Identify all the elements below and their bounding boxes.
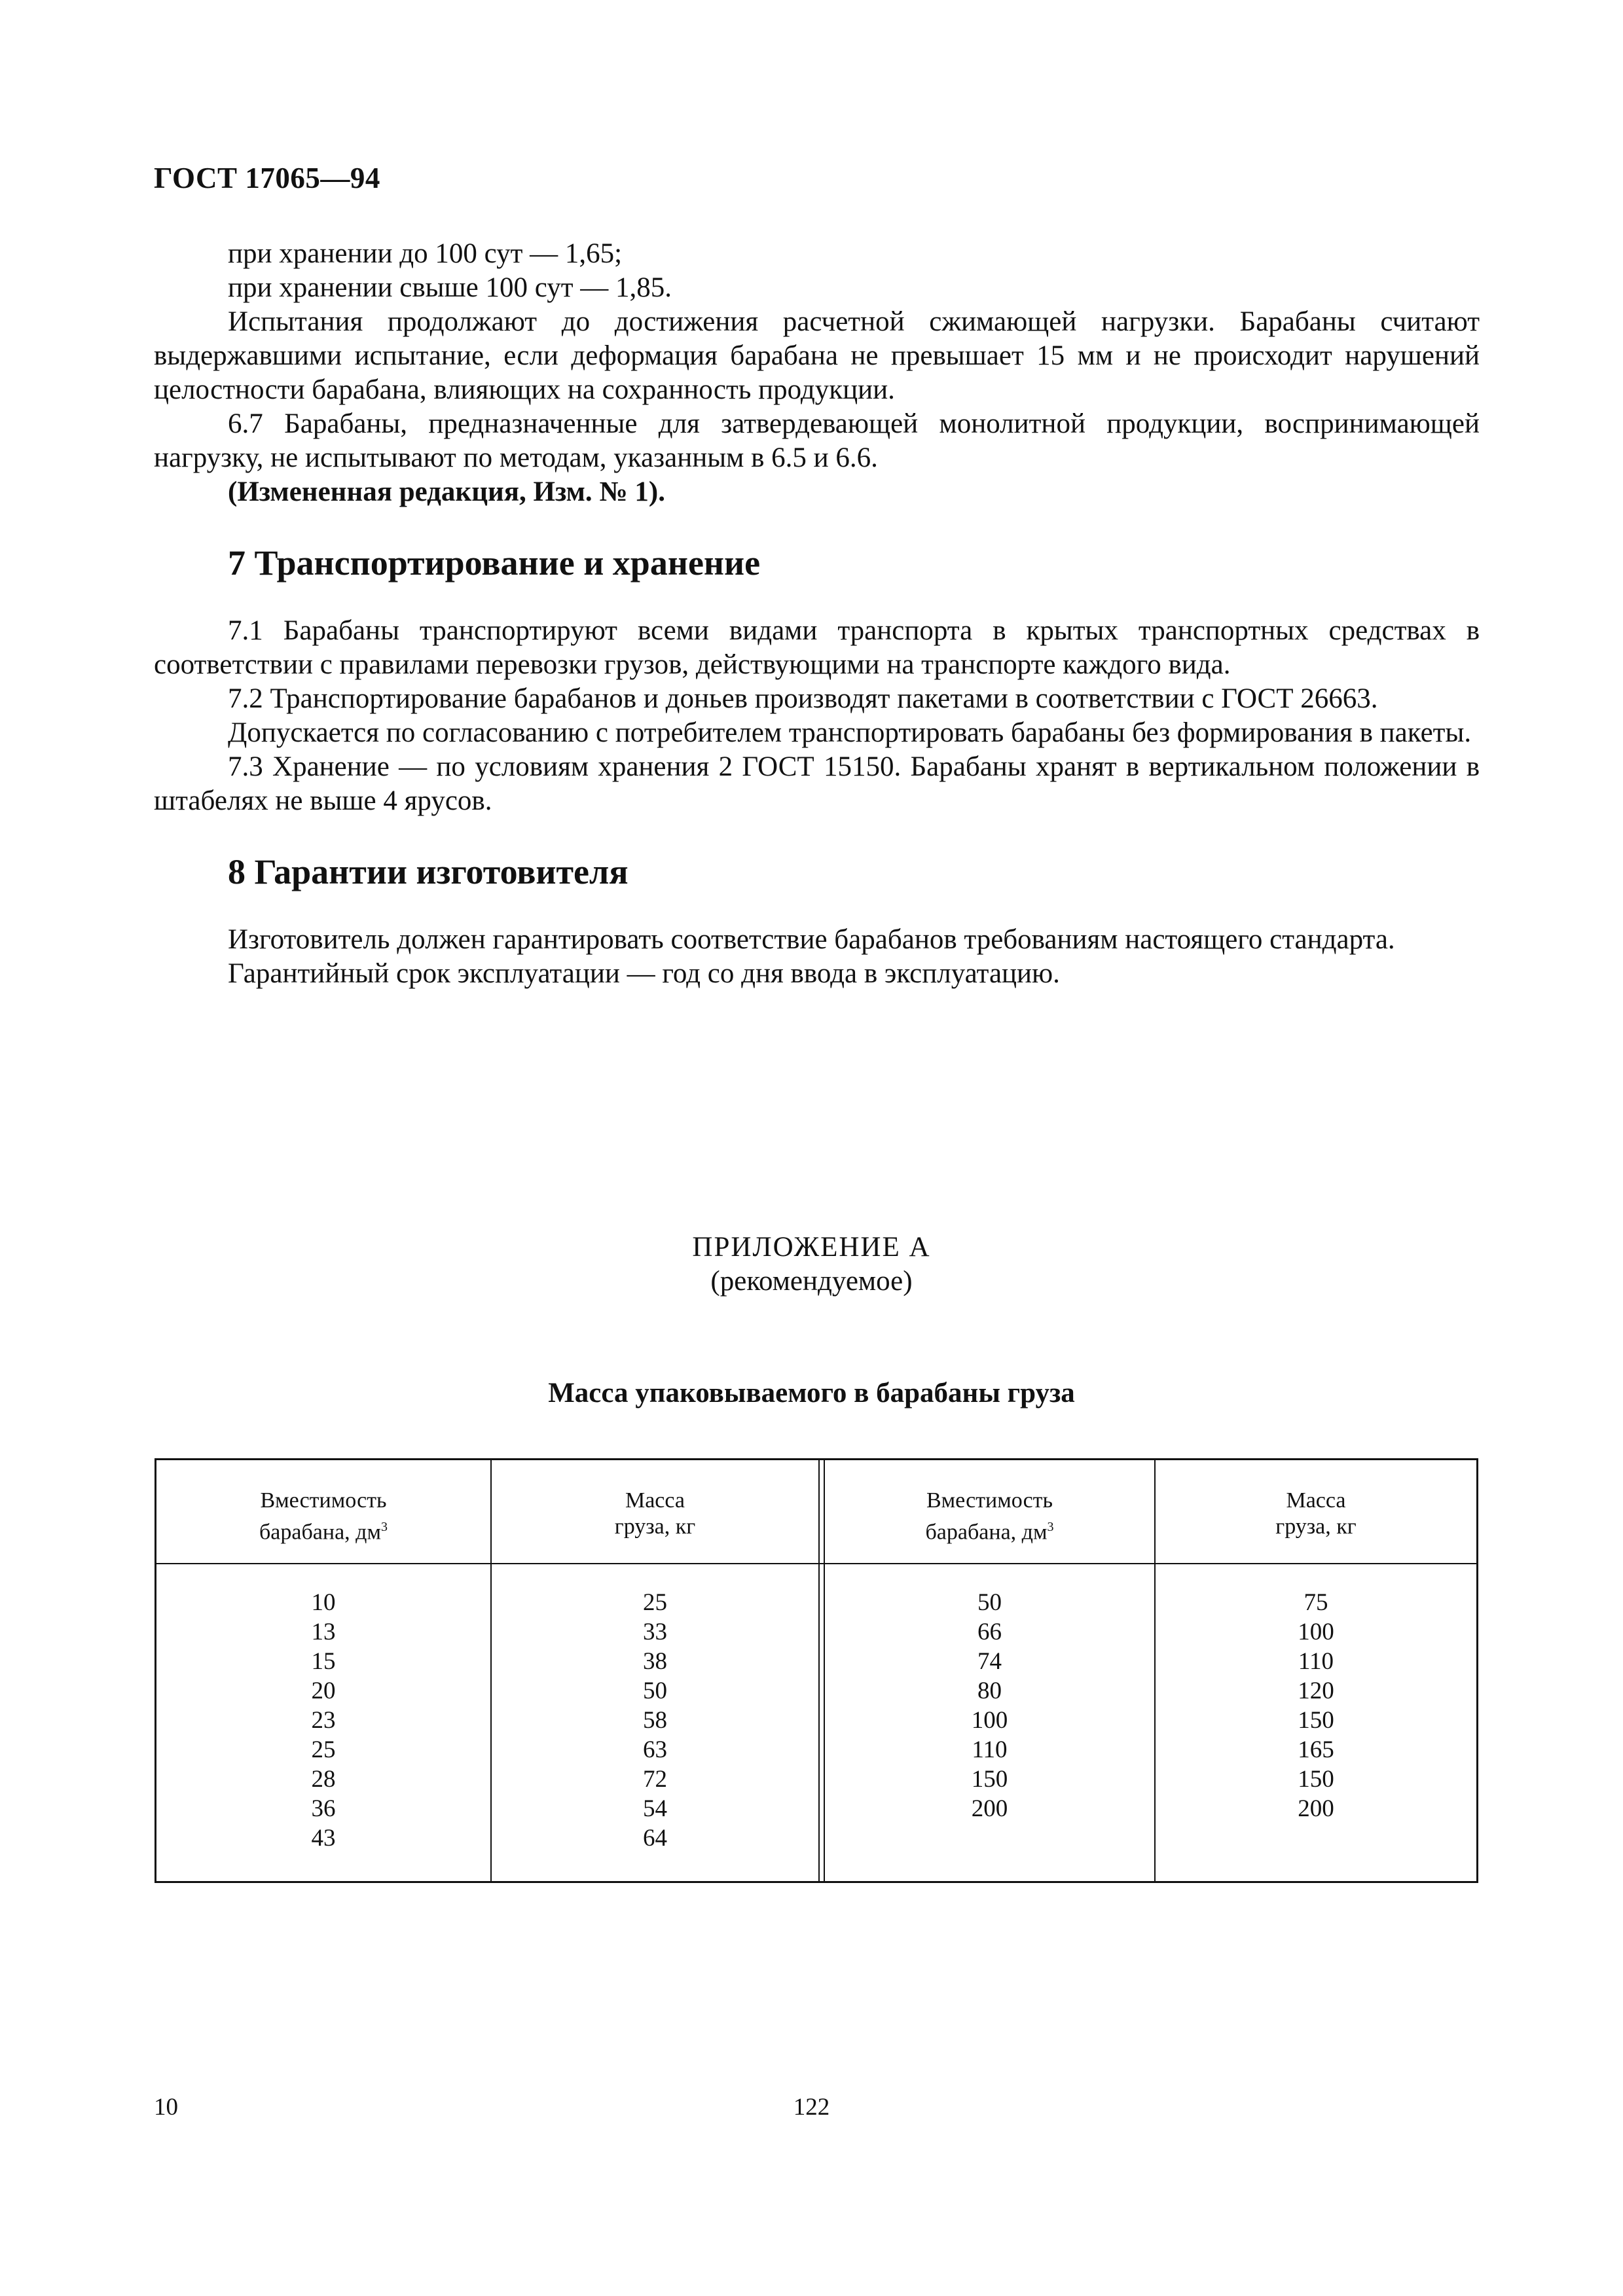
column-cells xyxy=(492,1588,818,1853)
column-header: Вместимость барабана, $дм^3$ xyxy=(259,1488,388,1545)
table-cell: 100 xyxy=(971,1707,1008,1734)
amendment-note: (Измененная редакция, Изм. № 1). xyxy=(228,476,665,507)
table-column xyxy=(825,1460,1154,1881)
table-cell: 64 xyxy=(643,1825,667,1852)
paragraph: 7.3 Хранение — по условиям хранения 2 ГОСТ 15150. Барабаны хранят в вертикальном положении в штабелях не выше 4 ярусов. xyxy=(154,751,1480,816)
table-cell: 50 xyxy=(977,1589,1002,1616)
paragraph: 7.2 Транспортирование барабанов и доньев производят пакетами в соответствии с ГОСТ 26663. xyxy=(228,683,1378,714)
column-cells xyxy=(825,1588,1154,1823)
table-cell: 110 xyxy=(972,1736,1008,1763)
table-cell: 15 xyxy=(311,1648,336,1675)
appendix-heading: ПРИЛОЖЕНИЕ А xyxy=(692,1232,931,1263)
table-cell: 72 xyxy=(643,1766,667,1793)
column-cells xyxy=(156,1588,490,1853)
table-column xyxy=(492,1460,818,1881)
paragraph: Допускается по согласованию с потребителем транспортировать барабаны без формирования в пакеты. xyxy=(228,717,1472,748)
body-text xyxy=(154,237,1480,991)
column-cells xyxy=(1156,1588,1476,1823)
table-cell: 80 xyxy=(977,1677,1002,1704)
table-cell: 100 xyxy=(1298,1619,1334,1645)
table-cell: 63 xyxy=(643,1736,667,1763)
table-cell: 36 xyxy=(311,1795,336,1822)
table-column xyxy=(1156,1460,1476,1881)
table-cell: 150 xyxy=(1298,1766,1334,1793)
column-header: Масса груза, кг xyxy=(614,1488,696,1539)
column-header: Вместимость барабана, $дм^3$ xyxy=(925,1488,1054,1545)
document-code: ГОСТ 17065—94 xyxy=(154,162,380,194)
table-cell: 120 xyxy=(1298,1677,1334,1704)
table-cell: 200 xyxy=(1298,1795,1334,1822)
paragraph: Изготовитель должен гарантировать соответствие барабанов требованиям настоящего стандарта. xyxy=(228,924,1395,955)
table-cell: 165 xyxy=(1298,1736,1334,1763)
table-cell: 58 xyxy=(643,1707,667,1734)
table-cell: 38 xyxy=(643,1648,667,1675)
page-number-center: 122 xyxy=(793,2094,830,2121)
table-cell: 54 xyxy=(643,1795,667,1822)
paragraph: Испытания продолжают до достижения расчетной сжимающей нагрузки. Барабаны считают выдержавшими испытание, если деформация барабана не превышает 15 мм и не происходит нарушений целостности барабана, влияющих на сохранность продукции. xyxy=(154,306,1480,405)
table-cell: 25 xyxy=(643,1589,667,1616)
table-cell: 10 xyxy=(311,1589,336,1616)
column-header: Масса груза, кг xyxy=(1275,1488,1357,1539)
paragraph: 7.1 Барабаны транспортируют всеми видами транспорта в крытых транспортных средствах в соответствии с правилами перевозки грузов, действующими на транспорте каждого вида. xyxy=(154,615,1480,680)
table-cell: 74 xyxy=(977,1648,1002,1675)
table-cell: 50 xyxy=(643,1677,667,1704)
section-8-title: 8 Гарантии изготовителя xyxy=(228,852,629,891)
paragraph: Гарантийный срок эксплуатации — год со дня ввода в эксплуатацию. xyxy=(228,958,1060,989)
table-cell: 66 xyxy=(977,1619,1002,1645)
table-cell: 110 xyxy=(1298,1648,1334,1675)
paragraph: при хранении свыше 100 сут — 1,85. xyxy=(228,272,672,303)
table-cell: 23 xyxy=(311,1707,336,1734)
column-divider-double xyxy=(818,1460,825,1881)
table-cell: 20 xyxy=(311,1677,336,1704)
section-7-title: 7 Транспортирование и хранение xyxy=(228,543,761,583)
appendix-subheading: (рекомендуемое) xyxy=(710,1266,913,1297)
paragraph: при хранении до 100 сут — 1,65; xyxy=(228,238,623,269)
table-cell: 28 xyxy=(311,1766,336,1793)
table-title: Масса упаковываемого в барабаны груза xyxy=(548,1378,1075,1408)
table-cell: 13 xyxy=(311,1619,336,1645)
table-cell: 75 xyxy=(1304,1589,1328,1616)
page-number-left: 10 xyxy=(154,2094,178,2121)
table-column xyxy=(156,1460,490,1881)
table-cell: 150 xyxy=(971,1766,1008,1793)
table-cell: 200 xyxy=(971,1795,1008,1822)
table-cell: 33 xyxy=(643,1619,667,1645)
table-cell: 43 xyxy=(311,1825,336,1852)
table-cell: 150 xyxy=(1298,1707,1334,1734)
table-cell: 25 xyxy=(311,1736,336,1763)
mass-table xyxy=(155,1458,1478,1883)
paragraph: 6.7 Барабаны, предназначенные для затвердевающей монолитной продукции, воспринимающей нагрузку, не испытывают по методам, указанным в 6.5 и 6.6. xyxy=(154,408,1480,473)
